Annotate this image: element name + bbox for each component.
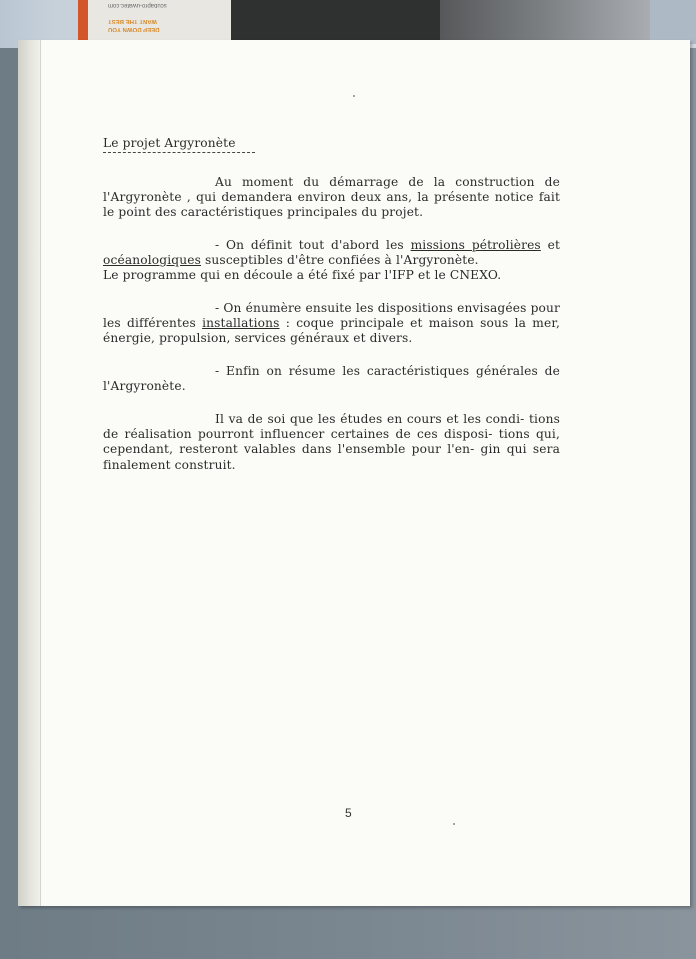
background-box-dark-panel xyxy=(231,0,451,44)
paragraph-lead: - On définit tout d'abord les xyxy=(215,238,411,252)
paragraph-text: tions de réalisation pourront influencer certaines de ces disposi- tions qui, cependant, resteront valables dans l'ensemble pour l'en- gin qui sera finalement construit. xyxy=(103,412,560,472)
underlined-term: océanologiques xyxy=(103,253,201,268)
paragraph-lead: - Enfin on résume les caractéristiques générales de xyxy=(215,364,560,378)
document-page xyxy=(18,40,690,906)
background-box-label xyxy=(88,0,231,44)
page-binding-edge xyxy=(18,40,41,906)
paragraph-body: l'Argyronète , qui demandera environ deux ans, la présente notice fait le point des caractéristiques principales du projet. xyxy=(103,190,560,220)
paragraph-intro xyxy=(103,175,560,221)
paragraph-lead: Au moment du démarrage de la construction de xyxy=(215,175,560,189)
document-title: Le projet Argyronète xyxy=(103,136,236,150)
paragraph-conclusion xyxy=(103,412,560,473)
paragraph-text: et xyxy=(540,238,560,252)
page-number: 5 xyxy=(345,806,352,820)
paragraph-lead: - On énumère ensuite les dispositions envisagées pour les différentes xyxy=(103,301,560,331)
box-label-line: WANT THE BEST xyxy=(108,18,157,24)
paragraph-missions xyxy=(103,238,560,284)
paragraph-installations xyxy=(103,301,560,347)
box-label-line: DEEP DOWN YOU xyxy=(108,26,160,32)
paragraph-text: susceptibles d'être confiées à l'Argyronète. xyxy=(200,253,479,268)
title-dashed-underline xyxy=(103,152,255,153)
paragraph-text: l'Argyronète. xyxy=(103,379,186,394)
box-label-url: scubapro-uwatec.com xyxy=(108,2,167,8)
underlined-term: installations xyxy=(202,316,280,331)
paragraph-text: : coque principale et maison sous la mer, énergie, propulsion, services généraux et divers. xyxy=(103,316,561,346)
paragraph-summary xyxy=(103,364,560,394)
scan-speck xyxy=(353,95,355,97)
underlined-term: missions pétrolières xyxy=(410,238,541,252)
background-surface-right xyxy=(650,0,696,44)
background-box-edge xyxy=(78,0,88,44)
background-object xyxy=(440,0,650,44)
paragraph-lead: Il va de soi que les études en cours et les condi- xyxy=(215,412,525,426)
paragraph-text: Le programme qui en découle a été fixé par l'IFP et le CNEXO. xyxy=(103,268,502,283)
scan-speck xyxy=(453,823,455,825)
